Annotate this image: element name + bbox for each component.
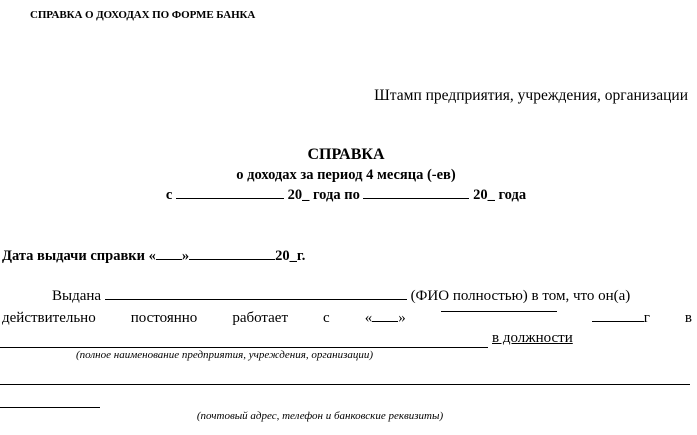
position-text: в должности	[492, 330, 573, 346]
issue-date-close-quote: »	[181, 248, 190, 264]
issued-row	[52, 288, 630, 305]
certificate-subtitle: о доходах за период 4 месяца (-ев)	[236, 167, 456, 183]
issue-year: 20_г.	[275, 248, 306, 264]
issued-label: Выдана	[52, 288, 102, 304]
document-header: СПРАВКА О ДОХОДАХ ПО ФОРМЕ БАНКА	[30, 9, 256, 21]
employment-start-day	[365, 310, 406, 327]
period-start-year: 20_	[287, 187, 310, 203]
fio-hint: (ФИО полностью) в том, что он(а)	[410, 288, 631, 304]
open-quote: «	[364, 310, 373, 326]
year-abbrev: г	[643, 310, 650, 326]
works-word-8: в	[684, 310, 692, 326]
address-blank-line-2[interactable]	[0, 407, 100, 408]
employment-year	[592, 310, 650, 327]
period-end-blank[interactable]	[363, 197, 469, 199]
period-start-blank[interactable]	[176, 197, 284, 199]
period-end-year: 20_	[473, 187, 495, 203]
employment-year-blank[interactable]	[592, 320, 644, 322]
issue-date-label: Дата выдачи справки «	[2, 248, 156, 264]
organization-caption: (полное наименование предприятия, учреждения, организации)	[76, 349, 374, 361]
employment-row	[2, 310, 692, 327]
fio-blank[interactable]	[105, 298, 407, 300]
works-word-4: с	[323, 310, 330, 326]
address-caption: (почтовый адрес, телефон и банковские реквизиты)	[196, 410, 444, 422]
period-year-word: года	[498, 187, 527, 203]
works-word-3: работает	[232, 310, 289, 326]
employment-day-blank[interactable]	[372, 320, 398, 322]
close-quote: »	[398, 310, 406, 326]
works-word-2: постоянно	[130, 310, 198, 326]
stamp-label: Штамп предприятия, учреждения, организации	[374, 87, 688, 104]
certificate-title: СПРАВКА	[307, 146, 385, 163]
position-label	[492, 330, 573, 347]
certificate-period	[0, 187, 692, 204]
works-word-1: действительно	[2, 310, 96, 326]
period-to-label: года по	[312, 187, 360, 203]
issue-date	[2, 248, 305, 265]
address-blank-line-1[interactable]	[0, 384, 690, 385]
organization-blank[interactable]	[0, 347, 488, 348]
issue-day-blank[interactable]	[156, 258, 182, 260]
period-from-label: с	[165, 187, 173, 203]
employment-month-blank[interactable]	[441, 310, 557, 312]
issue-month-blank[interactable]	[189, 258, 275, 260]
